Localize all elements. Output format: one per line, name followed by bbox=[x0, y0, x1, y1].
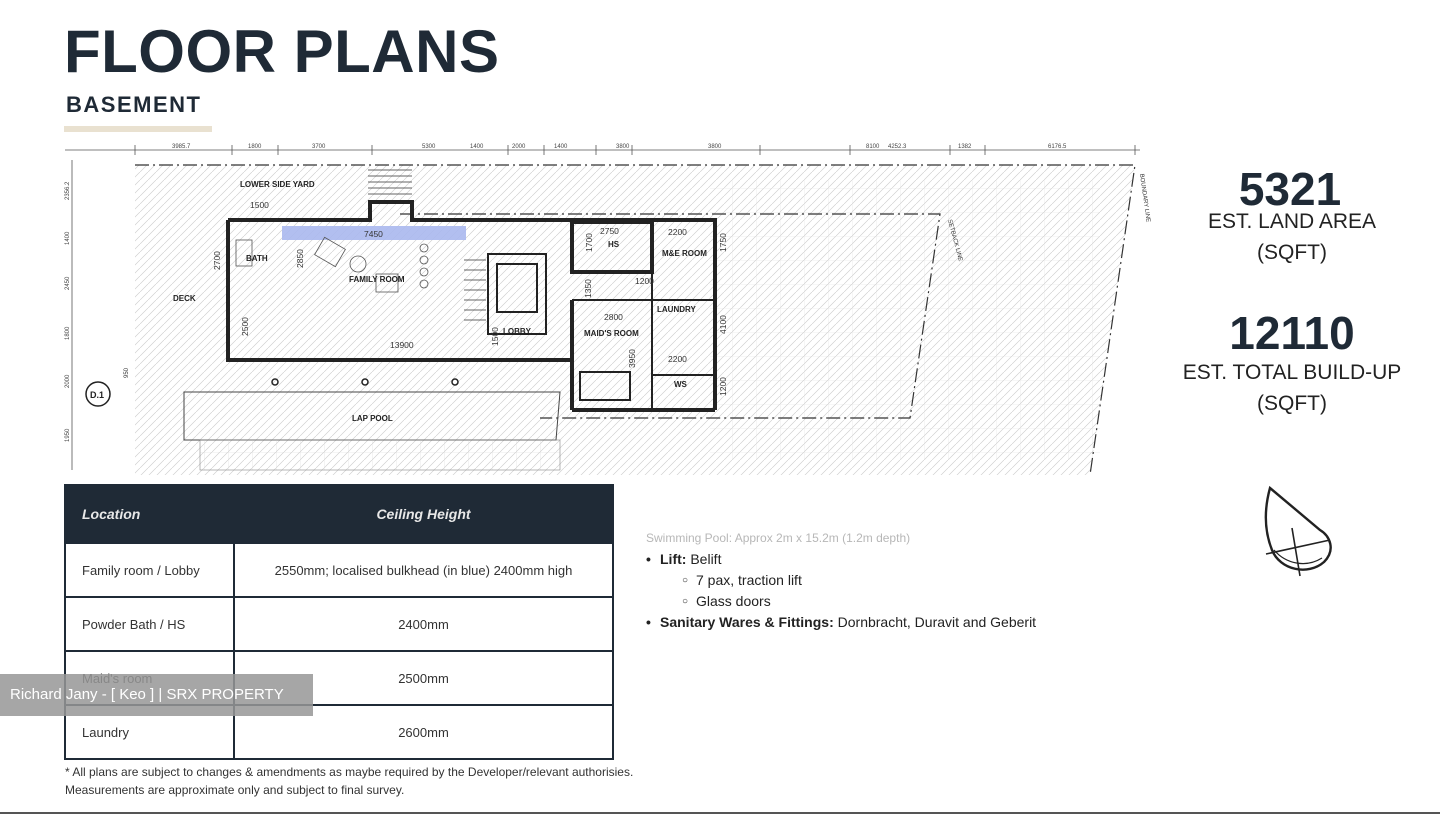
dim-left-0: 2356.2 bbox=[65, 181, 71, 200]
label-lobby: LOBBY bbox=[503, 327, 531, 336]
label-hs: HS bbox=[608, 240, 620, 249]
measure-1200b: 1200 bbox=[718, 377, 728, 396]
measure-1350: 1350 bbox=[583, 279, 593, 298]
measure-2500: 2500 bbox=[240, 317, 250, 336]
dim-top-3: 5300 bbox=[422, 144, 436, 150]
measure-1200a: 1200 bbox=[635, 276, 654, 286]
page-title: FLOOR PLANS bbox=[64, 18, 500, 85]
measure-950: 950 bbox=[124, 367, 130, 378]
table-header-location: Location bbox=[65, 485, 234, 543]
stat-land-area-unit: (SQFT) bbox=[1257, 241, 1327, 264]
measure-1500a: 1500 bbox=[250, 200, 269, 210]
feature-lift-value: Belift bbox=[690, 551, 722, 567]
label-deck: DECK bbox=[173, 294, 196, 303]
ceiling-height-table bbox=[64, 484, 614, 760]
feature-sanitary bbox=[646, 612, 1036, 633]
table-cell-height: 2550mm; localised bulkhead (in blue) 2400mm high bbox=[234, 543, 613, 597]
dim-top-7: 3800 bbox=[616, 144, 630, 150]
dim-top-12: 6176.5 bbox=[1048, 144, 1067, 150]
measure-2200b: 2200 bbox=[668, 354, 687, 364]
label-ws: WS bbox=[674, 380, 687, 389]
table-cell-height: 2500mm bbox=[234, 651, 613, 705]
feature-swimming-pool: Swimming Pool: Approx 2m x 15.2m (1.2m depth) bbox=[646, 531, 911, 545]
dim-left-4: 2000 bbox=[65, 374, 71, 388]
dim-top-4: 1400 bbox=[470, 144, 484, 150]
feature-lift bbox=[646, 549, 1036, 612]
table-cell-height: 2400mm bbox=[234, 597, 613, 651]
table-cell-location: Family room / Lobby bbox=[65, 543, 234, 597]
measure-7450: 7450 bbox=[364, 229, 383, 239]
page-subtitle: BASEMENT bbox=[66, 92, 202, 117]
stat-land-area-label: EST. LAND AREA bbox=[1207, 210, 1377, 233]
dim-top-8: 3800 bbox=[708, 144, 722, 150]
dim-top-1: 1800 bbox=[248, 144, 262, 150]
measure-2700: 2700 bbox=[212, 251, 222, 270]
stat-build-up-value: 12110 bbox=[1229, 307, 1355, 359]
dim-top-5: 2000 bbox=[512, 144, 526, 150]
label-lap-pool: LAP POOL bbox=[352, 414, 393, 423]
table-header-ceiling-height: Ceiling Height bbox=[234, 485, 613, 543]
table-row bbox=[65, 597, 613, 651]
feature-sanitary-value: Dornbracht, Duravit and Geberit bbox=[837, 614, 1037, 630]
label-maids-room: MAID'S ROOM bbox=[584, 329, 639, 338]
dim-left-3: 1800 bbox=[65, 326, 71, 340]
measure-4100: 4100 bbox=[718, 315, 728, 334]
table-row bbox=[65, 543, 613, 597]
dim-top-9: 8100 bbox=[866, 144, 880, 150]
label-me-room: M&E ROOM bbox=[662, 249, 707, 258]
table-header-row bbox=[65, 485, 613, 543]
label-lower-side-yard: LOWER SIDE YARD bbox=[240, 180, 315, 189]
dim-top-2: 3700 bbox=[312, 144, 326, 150]
dim-left-1: 1400 bbox=[65, 231, 71, 245]
table-cell-location: Laundry bbox=[65, 705, 234, 759]
measure-1750: 1750 bbox=[718, 233, 728, 252]
measure-13900: 13900 bbox=[390, 340, 414, 350]
measure-2850: 2850 bbox=[295, 249, 305, 268]
disclaimer-line-1: * All plans are subject to changes & amendments as maybe required by the Developer/relevant authorisies. bbox=[65, 765, 634, 779]
dim-left-2: 2450 bbox=[65, 276, 71, 290]
feature-sanitary-label: Sanitary Wares & Fittings: bbox=[660, 614, 834, 630]
floor-plan-drawing bbox=[60, 140, 1160, 500]
dim-top-6: 1400 bbox=[554, 144, 568, 150]
label-setback-line: SETBACK LINE bbox=[946, 218, 963, 263]
label-laundry: LAUNDRY bbox=[657, 305, 696, 314]
label-boundary-line: BOUNDARY LINE bbox=[1138, 173, 1151, 223]
label-grid-marker: D.1 bbox=[90, 390, 105, 400]
north-arrow-icon bbox=[1250, 480, 1340, 580]
feature-lift-detail: ○ Glass doors bbox=[682, 591, 1036, 612]
disclaimer-line-2: Measurements are approximate only and subject to final survey. bbox=[65, 783, 405, 797]
table-cell-location: Powder Bath / HS bbox=[65, 597, 234, 651]
measure-1700: 1700 bbox=[584, 233, 594, 252]
label-family-room: FAMILY ROOM bbox=[349, 275, 405, 284]
stat-build-up-label: EST. TOTAL BUILD-UP bbox=[1182, 361, 1402, 384]
label-bath: BATH bbox=[246, 254, 268, 263]
features-list bbox=[646, 528, 1036, 633]
table-cell-height: 2600mm bbox=[234, 705, 613, 759]
measure-2200a: 2200 bbox=[668, 227, 687, 237]
dim-left-5: 1950 bbox=[65, 428, 71, 442]
measure-2800: 2800 bbox=[604, 312, 623, 322]
dim-top-0: 3985.7 bbox=[172, 144, 191, 150]
disclaimer bbox=[65, 763, 633, 799]
measure-1500b: 1500 bbox=[490, 327, 500, 346]
feature-lift-label: Lift: bbox=[660, 551, 687, 567]
stat-land-area-value: 5321 bbox=[1238, 163, 1342, 215]
feature-lift-detail: ○ 7 pax, traction lift bbox=[682, 570, 1036, 591]
title-underline bbox=[64, 126, 212, 132]
measure-3950: 3950 bbox=[627, 349, 637, 368]
bottom-divider bbox=[0, 812, 1440, 814]
watermark-banner: Richard Jany - [ Keo ] | SRX PROPERTY bbox=[0, 674, 313, 716]
dim-top-10: 4252.3 bbox=[888, 144, 907, 150]
dim-top-11: 1382 bbox=[958, 144, 972, 150]
measure-2750: 2750 bbox=[600, 226, 619, 236]
stat-build-up-unit: (SQFT) bbox=[1257, 392, 1327, 415]
